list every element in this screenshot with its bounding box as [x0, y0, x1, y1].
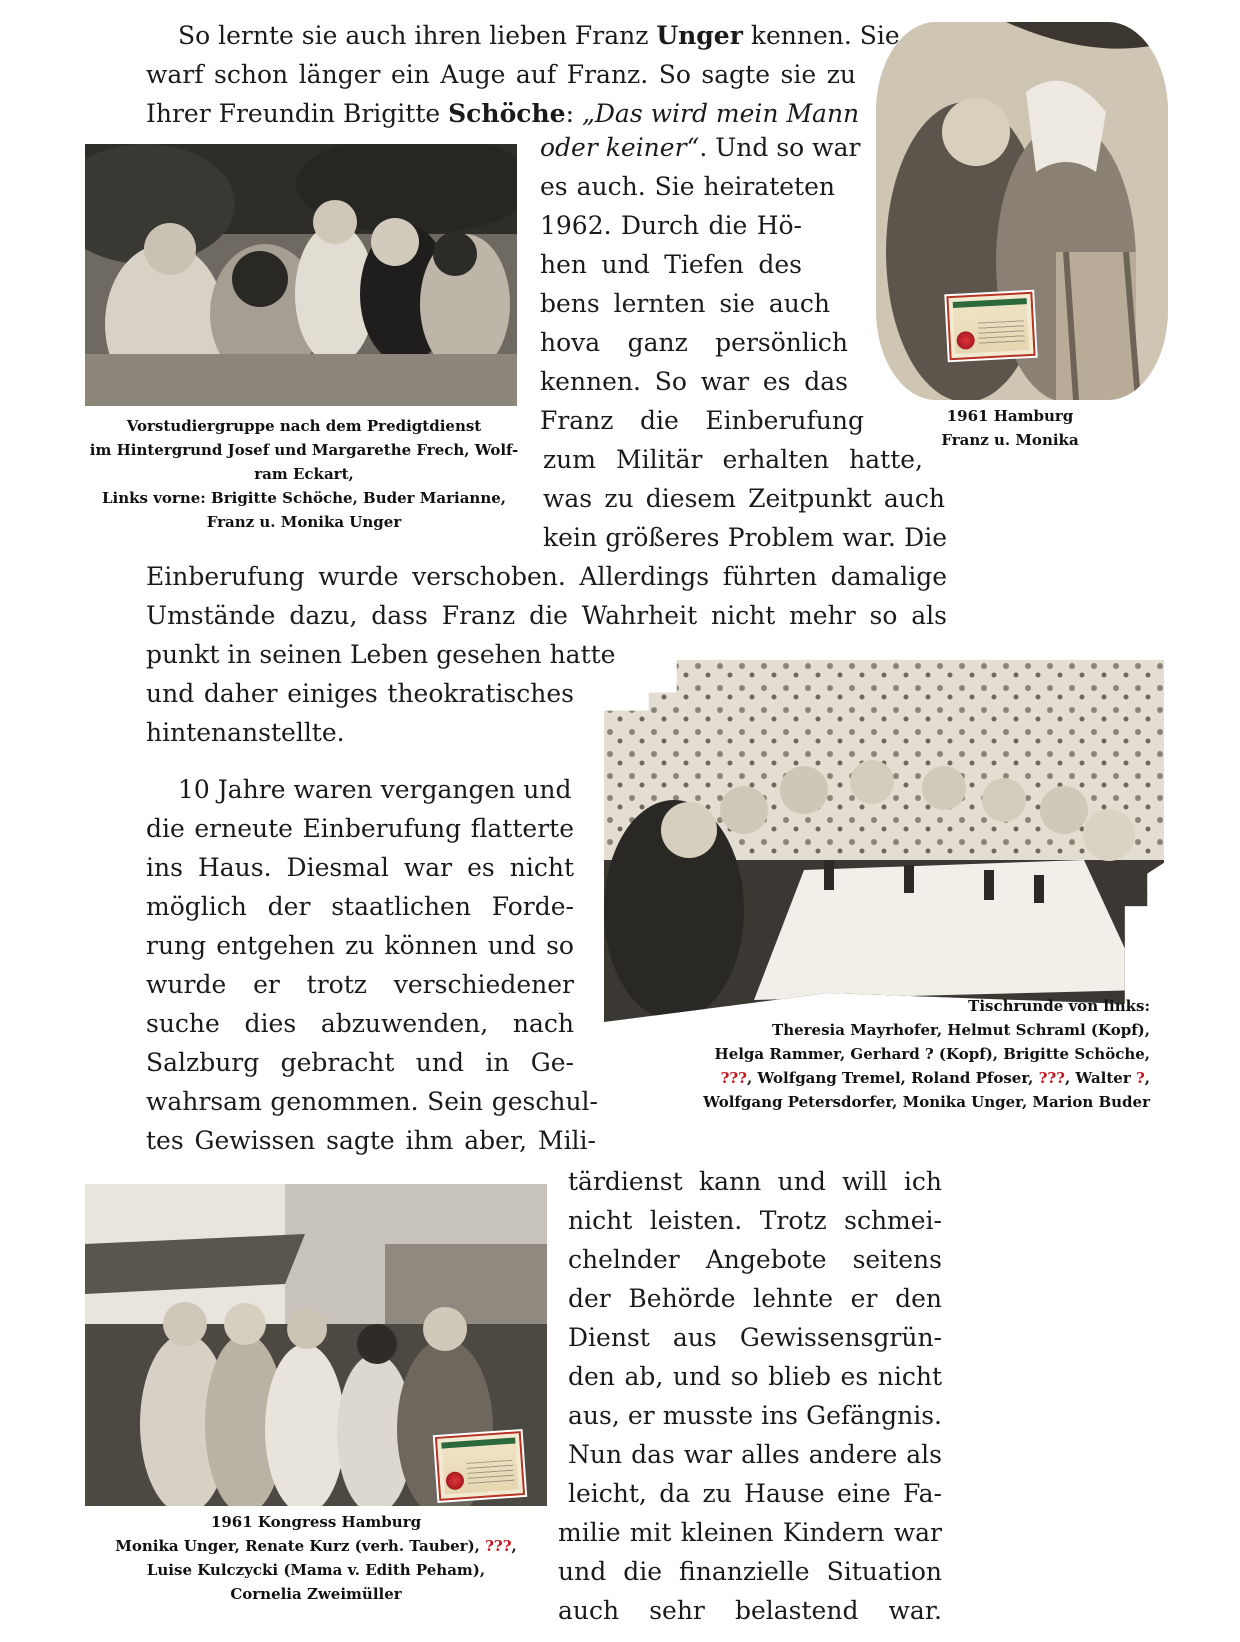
unknown-marker: ??? — [1038, 1069, 1065, 1087]
right-line: auch sehr belastend war. — [558, 1596, 942, 1625]
stamp-logo — [435, 1431, 525, 1501]
surname-unger: Unger — [656, 21, 743, 50]
narrow-line: es auch. Sie heirateten — [540, 172, 835, 201]
right-line: und die finanzielle Situation — [558, 1557, 942, 1586]
left-line: tes Gewissen sagte ihm aber, Mili- — [146, 1126, 596, 1155]
right-line: milie mit kleinen Kindern war — [558, 1518, 942, 1547]
wide-line: Umstände dazu, dass Franz die Wahrheit nicht mehr so als — [146, 601, 947, 630]
left-line: 10 Jahre waren vergangen und — [178, 775, 572, 804]
unknown-marker: ??? — [720, 1069, 747, 1087]
right-line: Dienst aus Gewissensgrün- — [568, 1323, 942, 1352]
photo-table-image — [604, 660, 1164, 1022]
intro-paragraph — [146, 16, 900, 133]
right-line: der Behörde lehnte er den — [568, 1284, 942, 1313]
surname-schoeche: Schöche — [448, 99, 566, 128]
right-line: den ab, und so blieb es nicht — [568, 1362, 942, 1391]
left-line: möglich der staatlichen Forde- — [146, 892, 574, 921]
photo-study-group — [85, 144, 517, 406]
photo-table-round — [604, 660, 1164, 1022]
left-line: ins Haus. Diesmal war es nicht — [146, 853, 574, 882]
left-line: Salzburg gebracht und in Ge- — [146, 1048, 574, 1077]
narrow-column-text — [540, 128, 864, 440]
unknown-marker: ? — [1135, 1069, 1145, 1087]
narrow-line: hen und Tiefen des — [540, 250, 802, 279]
left-line: wahrsam genommen. Sein geschul- — [146, 1087, 598, 1116]
photo-congress-hamburg — [85, 1184, 547, 1506]
left-line: suche dies abzuwenden, nach — [146, 1009, 574, 1038]
left-line: und daher einiges theokratisches — [146, 679, 574, 708]
caption-congress-line-2: Monika Unger, Renate Kurz (verh. Tauber), ???, — [115, 1537, 517, 1555]
caption-congress: 1961 Kongress Hamburg Monika Unger, Renate Kurz (verh. Tauber), ???, Luise Kulczycki (Mama v. Edith Peham), Cornelia Zweimüller — [100, 1510, 532, 1606]
narrow-line: Franz die Einberufung — [540, 406, 864, 435]
caption-study-group: Vorstudiergruppe nach dem Predigtdienst im Hintergrund Josef und Margarethe Frech, Wolf- ram Eckart, Links vorne: Brigitte Schöche, Buder Marianne, Franz u. Monika Unger — [89, 417, 519, 531]
narrow-line: kennen. So war es das — [540, 367, 848, 396]
left-line: punkt in seinen Leben gesehen hatte — [146, 640, 616, 669]
right-line: leicht, da zu Hause eine Fa- — [568, 1479, 942, 1508]
left-line: die erneute Einberufung flatterte — [146, 814, 574, 843]
right-line: nicht leisten. Trotz schmei- — [568, 1206, 942, 1235]
quote-part-1: „Das wird mein Mann — [581, 99, 860, 128]
left-line: hintenanstellte. — [146, 718, 345, 747]
intro-line-2: warf schon länger ein Auge auf Franz. So sagte sie zu — [146, 60, 856, 89]
narrow-line: zum Militär erhalten hatte, — [543, 445, 923, 474]
unknown-marker: ??? — [485, 1537, 512, 1555]
left-line: wurde er trotz verschiedener — [146, 970, 574, 999]
narrow-line: bens lernten sie auch — [540, 289, 830, 318]
right-column-text-3 — [558, 1162, 950, 1630]
intro-line-1: So lernte sie auch ihren lieben Franz Unger kennen. Sie — [178, 21, 900, 50]
photo-study-group-image — [85, 144, 517, 406]
caption-table-line-4: ???, Wolfgang Tremel, Roland Pfoser, ???, Walter ?, — [720, 1069, 1150, 1087]
photo-couple-hamburg — [876, 22, 1168, 400]
left-column-text-2 — [146, 770, 606, 1160]
narrow-column-text-2 — [543, 440, 953, 557]
caption-couple: 1961 Hamburg Franz u. Monika — [941, 407, 1079, 449]
wide-line: Einberufung wurde verschoben. Allerdings führten damalige — [146, 562, 947, 591]
caption-table-round: Tischrunde von links: Theresia Mayrhofer, Helmut Schraml (Kopf), Helga Rammer, Gerhard ? (Kopf), Brigitte Schöche, ???, Wolfgang Tremel, Roland Pfoser, ???, Walter ?, Wolfgang Petersdorfer, Monika Unger, Marion Buder — [640, 994, 1150, 1114]
right-line: tärdienst kann und will ich — [568, 1167, 942, 1196]
right-line: chelnder Angebote seitens — [568, 1245, 942, 1274]
intro-line-3: Ihrer Freundin Brigitte Schöche: „Das wird mein Mann — [146, 99, 860, 128]
right-line: aus, er musste ins Gefängnis. — [568, 1401, 942, 1430]
narrow-line: 1962. Durch die Hö- — [540, 211, 802, 240]
stamp-logo — [946, 292, 1035, 360]
wide-lines — [146, 557, 949, 635]
right-line: Nun das war alles andere als — [568, 1440, 942, 1469]
quote-line-2: oder keiner“. Und so war — [540, 133, 861, 162]
narrow-line: hova ganz persönlich — [540, 328, 848, 357]
narrow-line: kein größeres Problem war. Die — [543, 523, 947, 552]
narrow-line: was zu diesem Zeitpunkt auch — [543, 484, 945, 513]
left-line: rung entgehen zu können und so — [146, 931, 574, 960]
left-column-text-1 — [146, 635, 616, 752]
